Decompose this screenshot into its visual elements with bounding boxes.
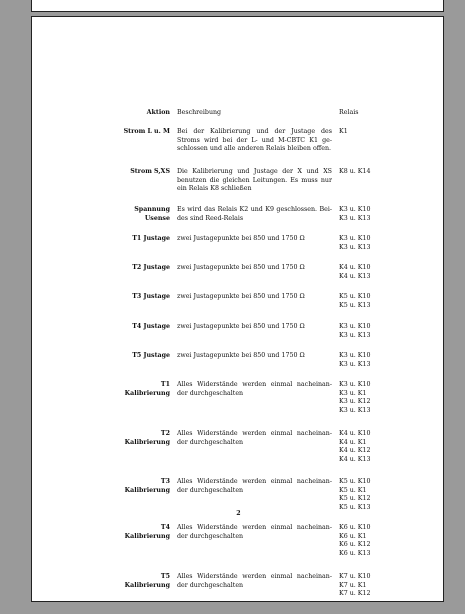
beschreibung-line: Die Kalibrierung und Justage der X und XS [177,168,332,175]
row-beschreibung [177,168,332,194]
row-relais [339,264,399,281]
row-relais [339,206,399,223]
row-aktion [32,293,170,302]
relais-line: K8 u. K14 [339,168,371,175]
row-beschreibung [177,264,332,273]
aktion-line: T2 Justage [132,264,170,271]
row-beschreibung [177,206,332,223]
aktion-line: T1 Justage [132,235,170,242]
relais-line: K4 u. K10 [339,264,371,271]
row-relais [339,524,399,558]
relais-line: K5 u. K13 [339,503,371,511]
relais-line: K5 u. K10 [339,478,371,485]
beschreibung-line: benutzen die gleichen Leitungen. Es muss nur [177,176,332,184]
beschreibung-line: Alles Widerstände werden einmal nacheinan- [177,573,332,580]
beschreibung-line: zwei Justagepunkte bei 850 und 1750 Ω [177,352,305,359]
aktion-line: T5 Justage [132,352,170,359]
row-relais [339,128,399,137]
header-relais: Relais [339,109,359,116]
relais-line: K4 u. K13 [339,455,371,463]
beschreibung-line: Alles Widerstände werden einmal nacheinan- [177,381,332,388]
relais-line: K4 u. K12 [339,447,371,455]
aktion-line: Kalibrierung [124,532,170,540]
row-beschreibung [177,323,332,332]
beschreibung-line: der durchgeschalten [177,581,244,589]
aktion-line: T4 Justage [132,323,170,330]
row-aktion [32,264,170,273]
beschreibung-line: Stroms wird bei der L- und M-CBTC K1 ge- [177,136,332,144]
aktion-line: T4 [160,524,170,531]
row-aktion [32,128,170,137]
aktion-line: Spannung [134,206,170,213]
row-beschreibung [177,430,332,447]
row-relais [339,323,399,340]
aktion-line: T1 [160,381,170,388]
aktion-line: T3 [160,478,170,485]
row-aktion [32,352,170,361]
relais-line: K4 u. K10 [339,430,371,437]
beschreibung-line: schlossen und alle anderen Relais bleiben offen. [177,145,332,153]
row-beschreibung [177,235,332,244]
beschreibung-line: Alles Widerstände werden einmal nacheinan- [177,478,332,485]
previous-page-bottom [31,0,444,12]
relais-line: K3 u. K13 [339,243,371,251]
row-relais [339,381,399,415]
aktion-line: Kalibrierung [124,438,170,446]
page-number: 2 [236,510,241,517]
relais-line: K7 u. K1 [339,581,367,589]
relais-line: K5 u. K10 [339,293,371,300]
beschreibung-line: Es wird das Relais K2 und K9 geschlossen. Bei- [177,206,332,213]
relais-line: K3 u. K10 [339,381,371,388]
relais-line: K4 u. K1 [339,438,367,446]
relais-line: K3 u. K13 [339,331,371,339]
relais-line: K3 u. K10 [339,235,371,242]
beschreibung-line: zwei Justagepunkte bei 850 und 1750 Ω [177,323,305,330]
relais-line: K3 u. K10 [339,206,371,213]
beschreibung-line: Bei der Kalibrierung und der Justage des [177,128,332,135]
relais-line: K5 u. K12 [339,495,371,503]
aktion-line: Kalibrierung [124,581,170,589]
aktion-line: T2 [160,430,170,437]
row-beschreibung [177,478,332,495]
beschreibung-line: der durchgeschalten [177,389,244,397]
relais-line: K3 u. K12 [339,398,371,406]
relais-line: K7 u. K10 [339,573,371,580]
beschreibung-line: der durchgeschalten [177,532,244,540]
row-relais [339,168,399,177]
row-relais [339,430,399,464]
aktion-line: T3 Justage [132,293,170,300]
beschreibung-line: Alles Widerstände werden einmal nacheinan- [177,430,332,437]
aktion-line: Kalibrierung [124,389,170,397]
row-beschreibung [177,352,332,361]
aktion-line: T5 [160,573,170,580]
beschreibung-line: Alles Widerstände werden einmal nacheinan- [177,524,332,531]
row-relais [339,478,399,512]
beschreibung-line: zwei Justagepunkte bei 850 und 1750 Ω [177,264,305,271]
row-beschreibung [177,381,332,398]
row-aktion [32,323,170,332]
relais-line: K3 u. K13 [339,406,371,414]
beschreibung-line: zwei Justagepunkte bei 850 und 1750 Ω [177,235,305,242]
document-page [31,16,444,602]
row-aktion [32,524,170,541]
relais-line: K6 u. K1 [339,532,367,540]
row-aktion [32,168,170,177]
row-beschreibung [177,524,332,541]
row-beschreibung [177,128,332,154]
row-aktion [32,381,170,398]
beschreibung-line: der durchgeschalten [177,438,244,446]
relais-line: K3 u. K13 [339,360,371,368]
relais-line: K6 u. K10 [339,524,371,531]
relais-line: K5 u. K13 [339,301,371,309]
aktion-line: Kalibrierung [124,486,170,494]
row-beschreibung [177,573,332,590]
header-beschreibung: Beschreibung [177,109,222,116]
relais-line: K3 u. K10 [339,323,371,330]
relais-line: K6 u. K13 [339,549,371,557]
relais-line: K3 u. K1 [339,389,367,397]
header-aktion: Aktion [146,109,170,116]
beschreibung-line: des sind Reed-Relais [177,214,244,222]
aktion-line: Strom L u. M [123,128,170,135]
relais-line: K5 u. K1 [339,486,367,494]
relais-line: K7 u. K12 [339,590,371,598]
beschreibung-line: zwei Justagepunkte bei 850 und 1750 Ω [177,293,305,300]
row-aktion [32,430,170,447]
relais-line: K6 u. K12 [339,541,371,549]
relais-line: K4 u. K13 [339,272,371,280]
row-relais [339,235,399,252]
row-relais [339,352,399,369]
relais-line: K3 u. K10 [339,352,371,359]
row-aktion [32,206,170,223]
row-aktion [32,235,170,244]
row-relais [339,293,399,310]
beschreibung-line: ein Relais K8 schließen [177,185,252,193]
aktion-line: Usense [144,214,170,222]
row-aktion [32,478,170,495]
row-beschreibung [177,293,332,302]
relais-line: K1 [339,128,348,135]
beschreibung-line: der durchgeschalten [177,486,244,494]
row-relais [339,573,399,599]
aktion-line: Strom S,XS [130,168,170,175]
relais-line: K3 u. K13 [339,214,371,222]
row-aktion [32,573,170,590]
